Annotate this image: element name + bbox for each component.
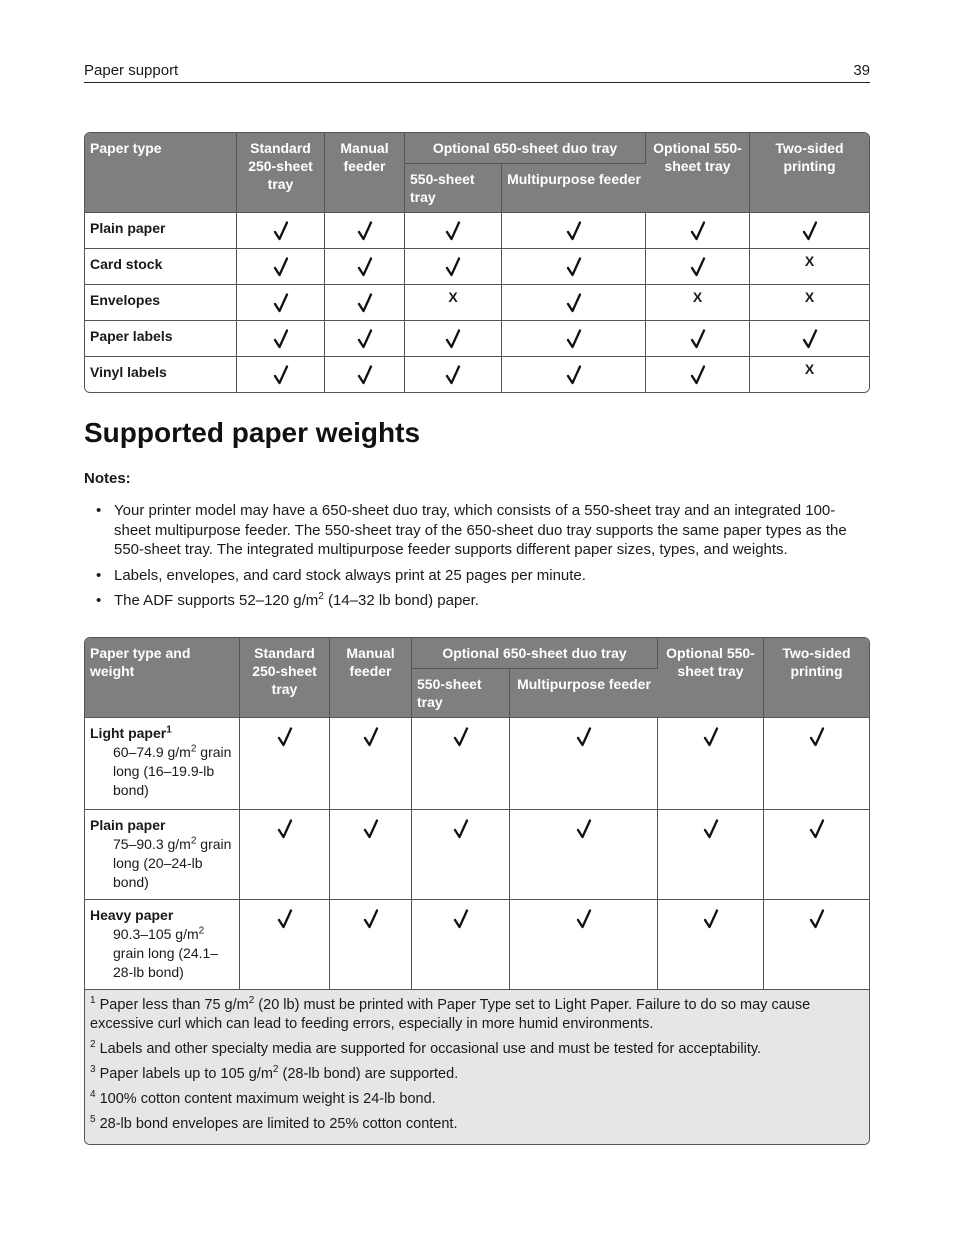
- checkmark-icon: [357, 365, 373, 385]
- cell-manual-feeder: [330, 900, 412, 990]
- cell-manual-feeder: [330, 810, 412, 900]
- note-item: • Your printer model may have a 650-sheet duo tray, which consists of a 550-sheet tray and an integrated 100-sheet multipurpose feeder. The 550-sheet tray of the 650-sheet duo tray supports the same paper types as the 550-sheet tray. The integrated multipurpose feeder supports different paper sizes, types, and weights.: [96, 502, 847, 558]
- checkmark-icon: [445, 365, 461, 385]
- checkmark-icon: [277, 819, 293, 839]
- checkmark-icon: [445, 329, 461, 349]
- checkmark-icon: [273, 257, 289, 277]
- cell-two-sided: [750, 213, 869, 249]
- checkmark-icon: [273, 329, 289, 349]
- checkmark-icon: [445, 257, 461, 277]
- cell-two-sided: [750, 249, 869, 285]
- cell-optional-550: [646, 357, 750, 392]
- cell-two-sided: [764, 718, 869, 810]
- table-row: [85, 357, 869, 392]
- checkmark-icon: [809, 727, 825, 747]
- note-item: • The ADF supports 52–120 $g/m^2$ (14–32 lb bond) paper.: [96, 591, 479, 609]
- paper-weight-spec: 75–90.3 $g/m^2$ grain long (20–24-lb bond): [113, 835, 232, 890]
- checkmark-icon: [566, 221, 582, 241]
- checkmark-icon: [363, 727, 379, 747]
- cell-duo-550-tray: [405, 357, 502, 392]
- cell-duo-550-tray: [412, 900, 510, 990]
- checkmark-icon: [453, 727, 469, 747]
- paper-weight-spec: 90.3–105 $g/m^2$ grain long (24.1–28-lb bond): [113, 925, 219, 980]
- checkmark-icon: [363, 819, 379, 839]
- paper-type-name: Plain paper: [90, 817, 166, 833]
- checkmark-icon: [809, 909, 825, 929]
- checkmark-icon: [273, 221, 289, 241]
- checkmark-icon: [690, 221, 706, 241]
- cell-optional-550: [658, 718, 764, 810]
- col-optional-550: Optional 550-sheet tray: [646, 133, 750, 213]
- checkmark-icon: [703, 909, 719, 929]
- row-paper-type-weight: [85, 900, 240, 990]
- checkmark-icon: [357, 293, 373, 313]
- checkmark-icon: [690, 257, 706, 277]
- cell-optional-550: [646, 213, 750, 249]
- paper-type-name: Heavy paper: [90, 907, 174, 923]
- cell-optional-550: [658, 900, 764, 990]
- cell-manual-feeder: [325, 213, 405, 249]
- cell-manual-feeder: [325, 321, 405, 357]
- cell-duo-550-tray: [412, 718, 510, 810]
- checkmark-icon: [576, 909, 592, 929]
- row-paper-type: Plain paper: [85, 213, 237, 249]
- checkmark-icon: [576, 819, 592, 839]
- row-paper-type: Card stock: [85, 249, 237, 285]
- paper-type-name: Light paper$^1$: [90, 724, 172, 741]
- section-title: Supported paper weights: [84, 417, 421, 448]
- cell-duo-multipurpose: [510, 810, 658, 900]
- row-paper-type: Envelopes: [85, 285, 237, 321]
- checkmark-icon: [453, 819, 469, 839]
- checkmark-icon: [703, 727, 719, 747]
- x-mark: X: [804, 360, 815, 377]
- bullet-icon: •: [96, 592, 102, 609]
- table-row: [85, 900, 869, 990]
- checkmark-icon: [357, 257, 373, 277]
- cell-duo-550-tray: [405, 249, 502, 285]
- cell-two-sided: [764, 810, 869, 900]
- table-row: [85, 285, 869, 321]
- checkmark-icon: [273, 293, 289, 313]
- cell-standard-tray: [237, 213, 325, 249]
- col-duo-550-tray: 550-sheet tray: [412, 669, 510, 718]
- checkmark-icon: [363, 909, 379, 929]
- cell-standard-tray: [237, 321, 325, 357]
- footnote: $^4$ 100% cotton content maximum weight is 24-lb bond.: [90, 1089, 436, 1107]
- checkmark-icon: [703, 819, 719, 839]
- cell-two-sided: [750, 321, 869, 357]
- col-paper-type-weight: Paper type and weight: [85, 638, 240, 718]
- cell-standard-tray: [237, 285, 325, 321]
- checkmark-icon: [690, 365, 706, 385]
- row-paper-type-weight: [85, 810, 240, 900]
- col-duo-multipurpose: Multipurpose feeder: [502, 164, 646, 213]
- checkmark-icon: [273, 365, 289, 385]
- table-row: [85, 213, 869, 249]
- table-row: [85, 249, 869, 285]
- cell-two-sided: [764, 900, 869, 990]
- col-standard-tray: Standard 250-sheet tray: [240, 638, 330, 718]
- col-duo-multipurpose: Multipurpose feeder: [510, 669, 658, 718]
- cell-duo-multipurpose: [510, 900, 658, 990]
- footnote: $^1$ Paper less than 75 $g/m^2$ (20 lb) must be printed with Paper Type set to Light Paper. Failure to do so may cause excessive curl which can lead to feeding errors, especially in more humid environments.: [90, 995, 811, 1032]
- page-number: 39: [853, 62, 870, 79]
- cell-manual-feeder: [325, 249, 405, 285]
- cell-duo-550-tray: [405, 285, 502, 321]
- table-row: [85, 718, 869, 810]
- checkmark-icon: [566, 293, 582, 313]
- footnote: $^3$ Paper labels up to 105 $g/m^2$ (28-lb bond) are supported.: [90, 1064, 459, 1082]
- checkmark-icon: [453, 909, 469, 929]
- cell-duo-multipurpose: [502, 357, 646, 392]
- footnotes-row: [85, 990, 869, 1144]
- footnote: $^5$ 28-lb bond envelopes are limited to 25% cotton content.: [90, 1114, 458, 1132]
- checkmark-icon: [566, 257, 582, 277]
- checkmark-icon: [357, 221, 373, 241]
- x-mark: X: [448, 288, 458, 305]
- bullet-icon: •: [96, 566, 102, 584]
- cell-duo-multipurpose: [502, 285, 646, 321]
- checkmark-icon: [802, 329, 818, 349]
- table-row: [85, 321, 869, 357]
- col-optional-550: Optional 550-sheet tray: [658, 638, 764, 718]
- col-duo-tray-group: Optional 650-sheet duo tray: [405, 133, 646, 164]
- notes-list: [96, 501, 870, 617]
- cell-standard-tray: [240, 900, 330, 990]
- col-duo-tray-group: Optional 650-sheet duo tray: [412, 638, 658, 669]
- col-manual-feeder: Manual feeder: [330, 638, 412, 718]
- checkmark-icon: [277, 727, 293, 747]
- col-two-sided: Two-sided printing: [764, 638, 869, 718]
- checkmark-icon: [445, 221, 461, 241]
- row-paper-type-weight: [85, 718, 240, 810]
- table-row: [85, 810, 869, 900]
- x-mark: X: [692, 288, 703, 305]
- cell-manual-feeder: [325, 357, 405, 392]
- col-standard-tray: Standard 250-sheet tray: [237, 133, 325, 213]
- checkmark-icon: [566, 329, 582, 349]
- checkmark-icon: [690, 329, 706, 349]
- footnote: $^2$ Labels and other specialty media are supported for occasional use and must be tested for acceptability.: [90, 1039, 762, 1057]
- paper-weight-support-table: [84, 637, 870, 1145]
- cell-optional-550: [658, 810, 764, 900]
- checkmark-icon: [802, 221, 818, 241]
- cell-optional-550: [646, 285, 750, 321]
- notes-label: Notes:: [84, 470, 131, 487]
- cell-duo-550-tray: [405, 213, 502, 249]
- cell-standard-tray: [240, 718, 330, 810]
- cell-duo-multipurpose: [502, 213, 646, 249]
- paper-weight-spec: 60–74.9 $g/m^2$ grain long (16–19.9-lb bond): [113, 743, 232, 798]
- cell-duo-multipurpose: [510, 718, 658, 810]
- col-manual-feeder: Manual feeder: [325, 133, 405, 213]
- col-two-sided: Two-sided printing: [750, 133, 869, 213]
- cell-two-sided: [750, 285, 869, 321]
- cell-optional-550: [646, 321, 750, 357]
- page-header-title: Paper support: [84, 62, 179, 79]
- cell-manual-feeder: [325, 285, 405, 321]
- cell-standard-tray: [237, 249, 325, 285]
- cell-duo-550-tray: [405, 321, 502, 357]
- col-duo-550-tray: 550-sheet tray: [405, 164, 502, 213]
- table-footnotes: [85, 990, 869, 1144]
- cell-optional-550: [646, 249, 750, 285]
- checkmark-icon: [809, 819, 825, 839]
- cell-duo-550-tray: [412, 810, 510, 900]
- row-paper-type: Paper labels: [85, 321, 237, 357]
- checkmark-icon: [576, 727, 592, 747]
- x-mark: X: [804, 288, 815, 305]
- x-mark: X: [804, 252, 815, 269]
- checkmark-icon: [566, 365, 582, 385]
- col-paper-type: Paper type: [85, 133, 237, 213]
- bullet-icon: •: [96, 502, 102, 519]
- checkmark-icon: [277, 909, 293, 929]
- cell-standard-tray: [240, 810, 330, 900]
- cell-two-sided: [750, 357, 869, 392]
- note-item: • Labels, envelopes, and card stock always print at 25 pages per minute.: [96, 566, 586, 584]
- cell-duo-multipurpose: [502, 249, 646, 285]
- page-header: [84, 60, 870, 83]
- cell-manual-feeder: [330, 718, 412, 810]
- cell-duo-multipurpose: [502, 321, 646, 357]
- checkmark-icon: [357, 329, 373, 349]
- paper-type-support-table: [84, 132, 870, 393]
- cell-standard-tray: [237, 357, 325, 392]
- row-paper-type: Vinyl labels: [85, 357, 237, 392]
